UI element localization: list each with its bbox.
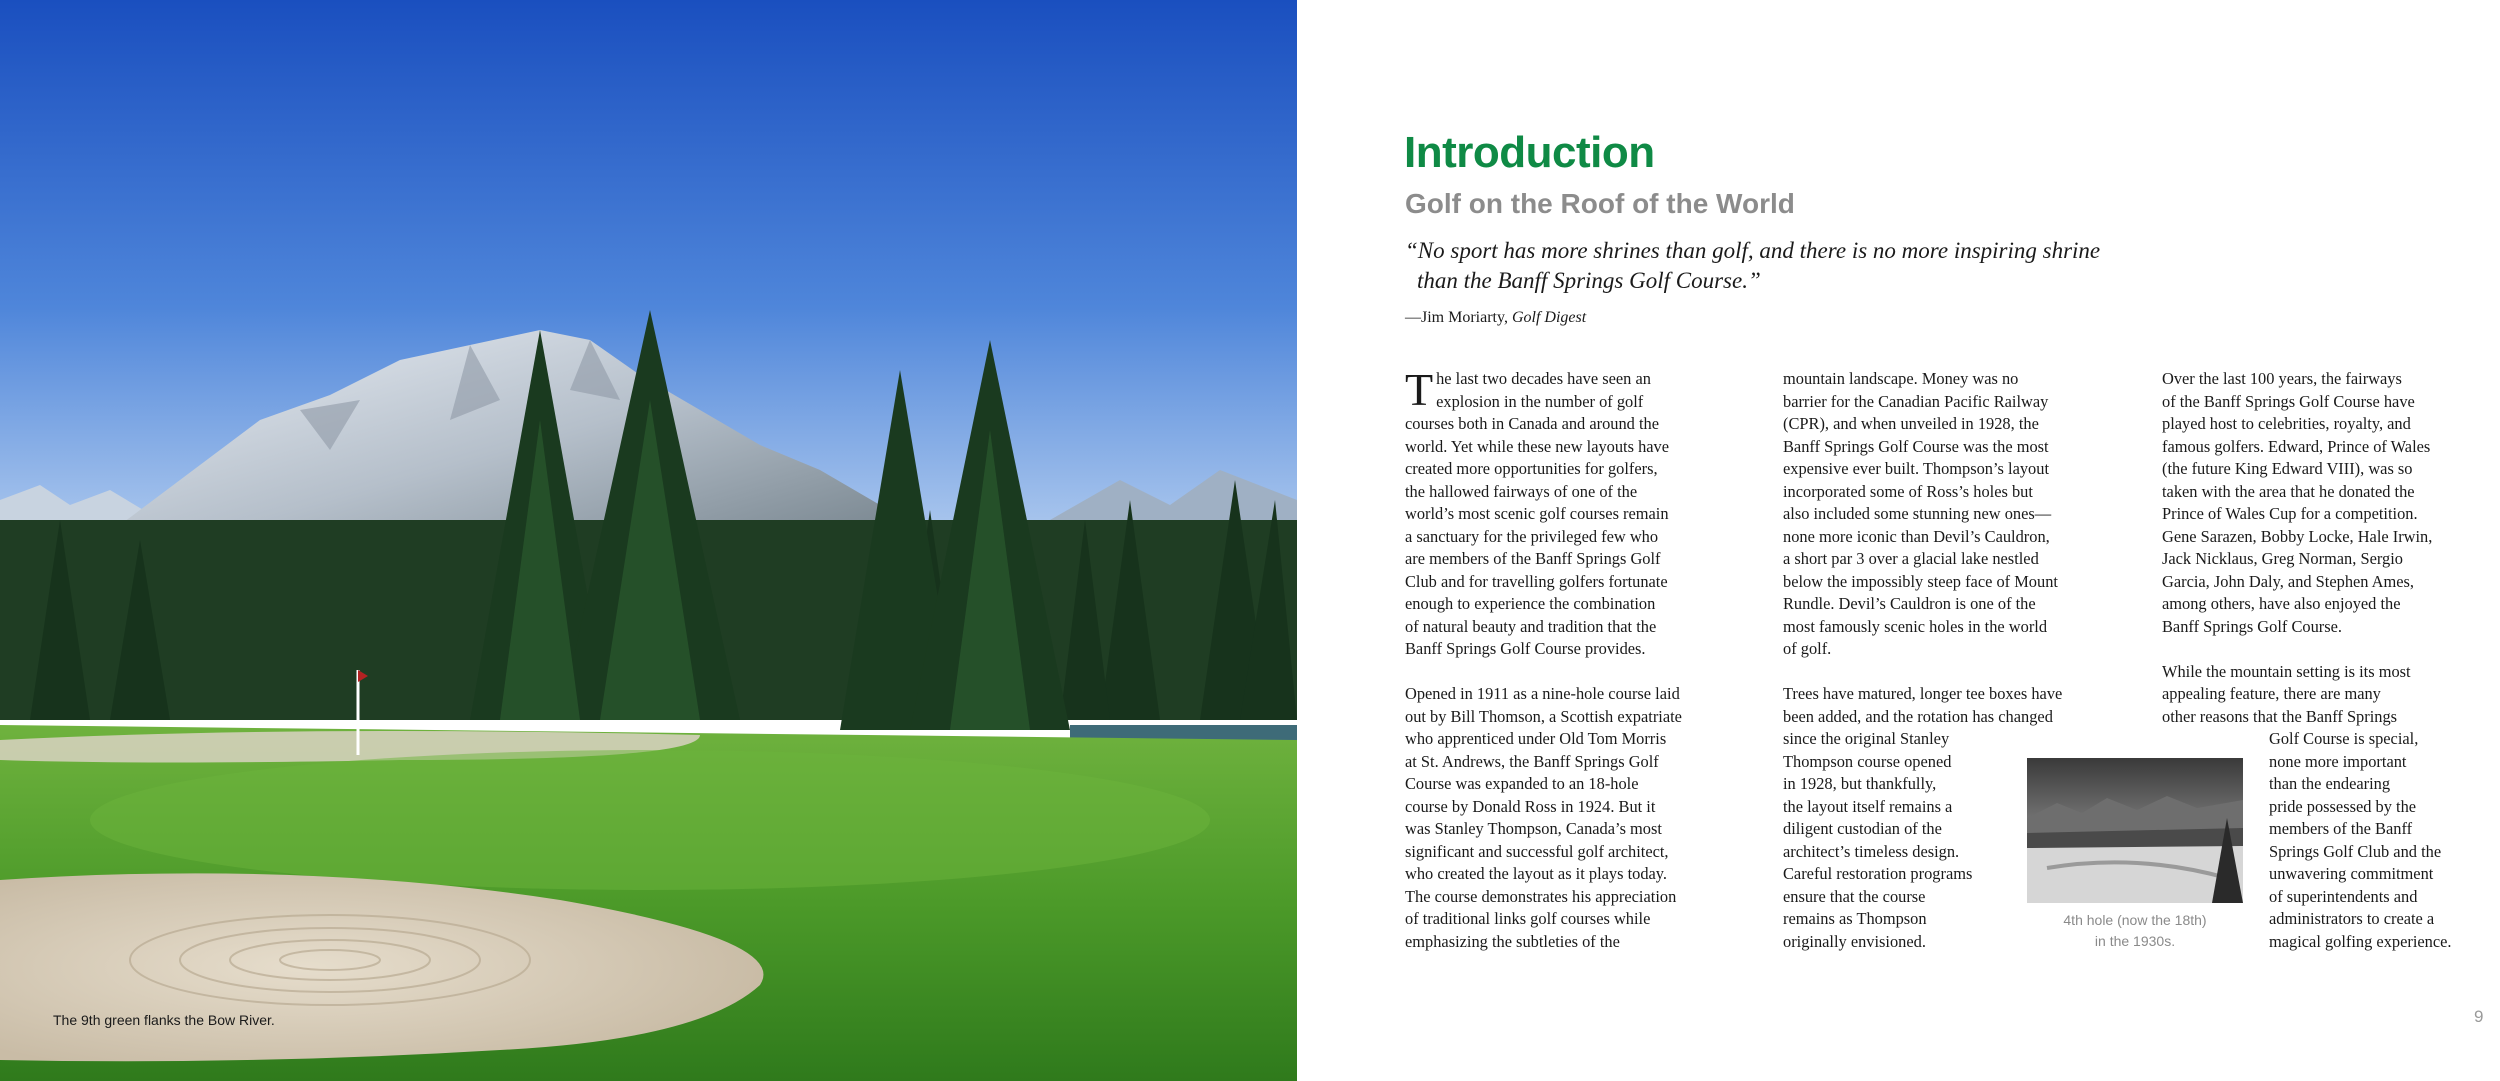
text-line: Prince of Wales Cup for a competition. [2162, 504, 2418, 523]
text-line: mountain landscape. Money was no [1783, 369, 2019, 388]
text-line: of natural beauty and tradition that the [1405, 616, 1657, 636]
historic-photo-graphic [2027, 758, 2243, 903]
text-line: (the future King Edward VIII), was so [2162, 459, 2413, 478]
text-line: remains as Thompson [1783, 909, 1927, 928]
text-line: of traditional links golf courses while [1405, 909, 1651, 928]
text-line: Trees have matured, longer tee boxes have [1783, 684, 2063, 703]
text-line: in 1928, but thankfully, [1783, 774, 1937, 793]
text-line: While the mountain setting is its most [2162, 661, 2411, 681]
quote-line: than the Banff Springs Golf Course.” [1417, 268, 1761, 293]
text-line: Banff Springs Golf Course provides. [1405, 639, 1646, 658]
text-line: who apprenticed under Old Tom Morris [1405, 729, 1667, 748]
text-line: Club and for travelling golfers fortunate [1405, 571, 1668, 591]
text-line: originally envisioned. [1783, 931, 1926, 951]
text-line: enough to experience the combination [1405, 594, 1656, 613]
attribution-source: Golf Digest [1511, 309, 1587, 326]
text-line: taken with the area that he donated the [2162, 481, 2415, 501]
paragraph [1405, 683, 1725, 953]
epigraph-quote [1405, 236, 2225, 296]
text-line: Over the last 100 years, the fairways [2162, 369, 2402, 388]
text-line: Golf Course is special, [2269, 729, 2419, 748]
text-line: pride possessed by the [2269, 796, 2417, 816]
text-line: of golf. [1783, 639, 1832, 658]
historic-inset-photo [2027, 758, 2243, 903]
paragraph [2162, 368, 2482, 638]
quote-attribution [1405, 309, 1586, 327]
text-line: ensure that the course [1783, 886, 1926, 906]
text-line: Opened in 1911 as a nine-hole course laid [1405, 684, 1680, 703]
text-line: Springs Golf Club and the [2269, 841, 2442, 861]
text-line: who created the layout as it plays today. [1405, 864, 1668, 883]
text-line: courses both in Canada and around the [1405, 414, 1659, 433]
text-line: out by Bill Thomson, a Scottish expatriate [1405, 706, 1682, 726]
text-line: other reasons that the Banff Springs [2162, 706, 2398, 726]
text-line: the layout itself remains a [1783, 796, 1953, 816]
paragraph [1405, 364, 1725, 661]
text-line: of the Banff Springs Golf Course have [2162, 391, 2415, 411]
text-line: The course demonstrates his appreciation [1405, 886, 1677, 906]
text-line: played host to celebrities, royalty, and [2162, 414, 2411, 433]
text-line: a sanctuary for the privileged few who [1405, 526, 1659, 546]
paragraph [1783, 368, 2113, 661]
text-line: famous golfers. Edward, Prince of Wales [2162, 436, 2431, 456]
text-line: explosion in the number of golf [1436, 391, 1644, 411]
text-line: significant and successful golf architect, [1405, 841, 1669, 861]
text-line: are members of the Banff Springs Golf [1405, 549, 1661, 568]
text-line: Jack Nicklaus, Greg Norman, Sergio [2162, 549, 2403, 568]
text-line: (CPR), and when unveiled in 1928, the [1783, 414, 2039, 433]
photo-caption: The 9th green flanks the Bow River. [53, 1012, 275, 1028]
quote-line: “No sport has more shrines than golf, and there is no more inspiring shrine [1405, 238, 2101, 263]
text-line: incorporated some of Ross’s holes but [1783, 481, 2033, 501]
text-line: than the endearing [2269, 774, 2391, 793]
text-line: was Stanley Thompson, Canada’s most [1405, 819, 1662, 838]
text-line: Banff Springs Golf Course. [2162, 616, 2342, 636]
text-line: Thompson course opened [1783, 751, 1952, 771]
caption-line: in the 1930s. [2094, 933, 2176, 949]
drop-cap: T [1405, 364, 1434, 415]
text-line: none more iconic than Devil’s Cauldron, [1783, 526, 2050, 546]
page-title: Introduction [1404, 128, 1655, 177]
text-line: magical golfing experience. [2269, 931, 2452, 951]
text-line: world. Yet while these new layouts have [1405, 436, 1670, 456]
text-line: diligent custodian of the [1783, 819, 1942, 838]
page-number: 9 [2474, 1007, 2484, 1026]
text-line: the hallowed fairways of one of the [1405, 481, 1638, 501]
text-line: course by Donald Ross in 1924. But it [1405, 796, 1656, 816]
text-line: unwavering commitment [2269, 864, 2434, 883]
text-line: Careful restoration programs [1783, 864, 1973, 883]
text-line: world’s most scenic golf courses remain [1405, 504, 1669, 523]
text-line: Course was expanded to an 18-hole [1405, 774, 1639, 793]
attribution-author: —Jim Moriarty, [1405, 309, 1512, 326]
text-line: barrier for the Canadian Pacific Railway [1783, 391, 2049, 411]
caption-line: 4th hole (now the 18th) [2063, 912, 2207, 928]
text-line: Banff Springs Golf Course was the most [1783, 436, 2049, 456]
text-line: been added, and the rotation has changed [1783, 706, 2053, 726]
text-line: most famously scenic holes in the world [1783, 616, 2048, 636]
text-line: appealing feature, there are many [2162, 684, 2381, 703]
text-line: expensive ever built. Thompson’s layout [1783, 459, 2050, 478]
text-line: he last two decades have seen an [1436, 369, 1651, 388]
text-line: created more opportunities for golfers, [1405, 459, 1658, 478]
text-line: since the original Stanley [1783, 729, 1950, 748]
text-line: administrators to create a [2269, 909, 2435, 928]
text-line: a short par 3 over a glacial lake nestled [1783, 549, 2039, 568]
text-line: Garcia, John Daly, and Stephen Ames, [2162, 571, 2415, 591]
text-line: of superintendents and [2269, 886, 2418, 906]
text-column-1 [1405, 364, 1725, 953]
text-line: members of the Banff [2269, 819, 2413, 838]
text-line: at St. Andrews, the Banff Springs Golf [1405, 751, 1659, 771]
page-subtitle: Golf on the Roof of the World [1405, 188, 1795, 219]
text-line: architect’s timeless design. [1783, 841, 1960, 861]
text-line: none more important [2269, 751, 2407, 771]
text-line: Rundle. Devil’s Cauldron is one of the [1783, 594, 2036, 613]
text-line: emphasizing the subtleties of the [1405, 931, 1620, 951]
text-line: among others, have also enjoyed the [2162, 594, 2401, 613]
text-line: also included some stunning new ones— [1783, 504, 2052, 523]
text-line: below the impossibly steep face of Mount [1783, 571, 2058, 591]
inset-photo-caption [2020, 910, 2250, 952]
text-line: Gene Sarazen, Bobby Locke, Hale Irwin, [2162, 526, 2433, 546]
